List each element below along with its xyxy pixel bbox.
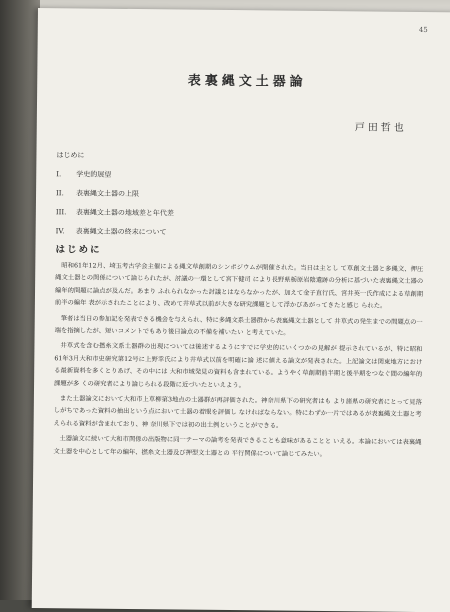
toc-item-label: 学史的展望 <box>76 170 112 179</box>
paragraph: 昭和61年12月、埼玉考古学会主催による縄文草創期のシンポジウムが開催された。当日は主とし て草創文土器と多縄文、押圧縄文土器との関係について論じられたが、討議の一環として宮下健司 により長野県栃原岩陰遺跡の分析に基づいた表裏縄文土器の編年的問題に論点が及んだ。あまり ふれられなかった討議とはならなかったが、加えて金子直行氏、宮井英一氏作成による草創期前半の編年 表が示されたことにより、改めて井草式以前が大きな研究課題として浮かびあがってきたと感じ られた。 <box>54 262 424 310</box>
toc-item-number: II. <box>56 189 64 198</box>
section-heading: はじめに <box>55 244 102 256</box>
toc-item-number: IV. <box>55 227 65 236</box>
toc-item-label: 表裏縄文土器の地域差と年代差 <box>75 208 174 218</box>
document-page <box>32 8 450 612</box>
toc-item <box>56 203 174 223</box>
toc-item-label: 表裏縄文土器の終末について <box>75 227 167 237</box>
toc-item <box>56 222 174 242</box>
page-title: 表裏縄文土器論 <box>187 73 307 90</box>
toc-heading: はじめに <box>56 151 85 160</box>
author-name: 戸田哲也 <box>354 122 407 134</box>
page-number: 45 <box>418 25 428 35</box>
paragraph: また土器論文において大和市上草柳第3地点の土器群が再評価された。神奈川県下の研究者はも より諸県の研究者にとって見落しがちであった資料の抽出という点において土器の着眼を評価し なければならない。特にわずか一片ではあるが表裏縄文土器と考えられる資料が含まれており、神 奈川県下では初の出土例ということができる。 <box>53 395 422 430</box>
toc-item-label: 表裏縄文土器の上限 <box>76 189 140 199</box>
paragraph: 筆者は当日の参加記を発表できる機会を与えられ、特に多縄文系土器群から表裏縄文土器として 井草式の発生までの問題点の一端を指摘したが、短いコメントでもあり後日論点の不備を補いたい と考えていた。 <box>54 314 423 337</box>
toc-item <box>56 165 174 185</box>
toc-item <box>56 184 174 204</box>
toc-item-number: I. <box>56 170 62 179</box>
toc-item-number: III. <box>55 208 67 217</box>
body-text <box>53 260 423 465</box>
table-of-contents <box>56 146 175 242</box>
paragraph: 井草式を含む撚糸文系土器群の出現については後述するようにすでに学史的にいくつかの見解が 提示されているが、特に昭和61年3月大和市史研究第12号に上野幸氏により井草式以前を明確に論 述に値える論文が発表された。上記論文は関東地方における最新資料を多くとりあげ、その中には 大和市域発見の資料も含まれている。ようやく草創期前半期と後半期をつなぐ間の編年的課題が多 くの研究者により論じられる段階に近づいたといえよう。 <box>54 342 423 389</box>
paragraph: 土器論文に続いて大和市関係の出版物に同一テーマの論考を発表できることも意味があることと いえる。本論においては表裏縄文土器を中心として年の編年、撚糸文土器及び押型文土器との 平行関係について論じてみたい。 <box>53 435 422 458</box>
